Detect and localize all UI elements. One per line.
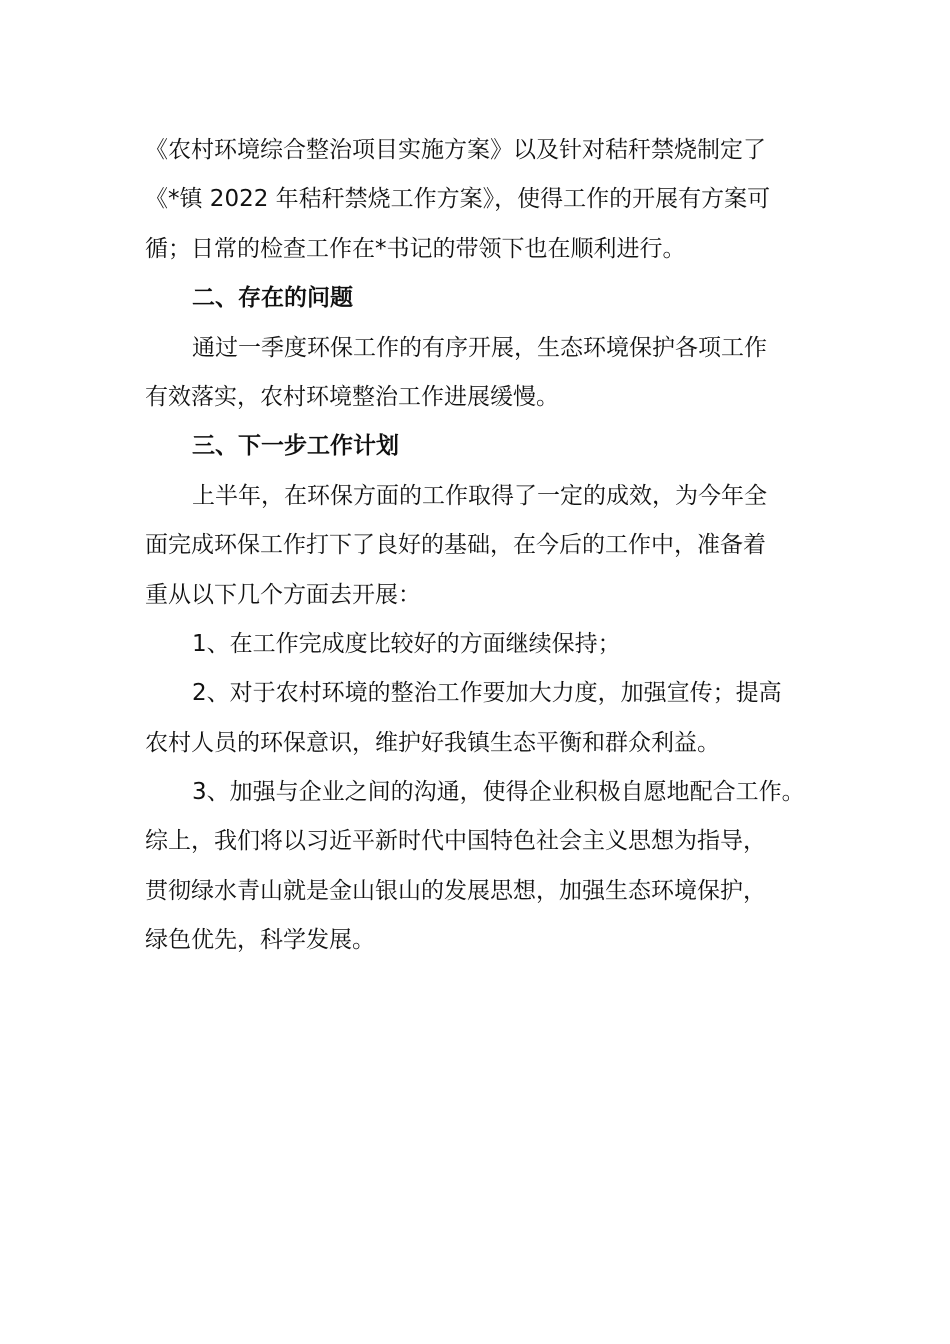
list-item-2: 2、对于农村环境的整治工作要加大力度，加强宣传；提高 (192, 680, 782, 707)
body-text-line: 上半年，在环保方面的工作取得了一定的成效，为今年全 (192, 482, 767, 509)
section-heading-problems: 二、存在的问题 (192, 285, 353, 312)
summary-line: 综上，我们将以习近平新时代中国特色社会主义思想为指导， (145, 828, 766, 855)
summary-line: 贯彻绿水青山就是金山银山的发展思想，加强生态环境保护， (145, 877, 766, 904)
list-item-1: 1、在工作完成度比较好的方面继续保持； (192, 630, 621, 657)
body-text-line: 《农村环境综合整治项目实施方案》以及针对秸秆禁烧制定了 (145, 137, 766, 163)
body-text-line: 循；日常的检查工作在*书记的带领下也在顺利进行。 (145, 235, 686, 262)
body-text-line: 《*镇 2022 年秸秆禁烧工作方案》，使得工作的开展有方案可 (145, 186, 771, 213)
document-body (145, 126, 810, 966)
body-text-line: 农村人员的环保意识，维护好我镇生态平衡和群众利益。 (145, 729, 720, 756)
body-text-line: 有效落实，农村环境整治工作进展缓慢。 (145, 383, 559, 410)
section-heading-next-steps: 三、下一步工作计划 (192, 433, 399, 460)
summary-line: 绿色优先，科学发展。 (145, 927, 375, 954)
body-text-line: 重从以下几个方面去开展： (145, 581, 421, 608)
list-item-3: 3、加强与企业之间的沟通，使得企业积极自愿地配合工作。 (192, 779, 805, 806)
body-text-line: 通过一季度环保工作的有序开展，生态环境保护各项工作 (192, 334, 767, 361)
body-text-line: 面完成环保工作打下了良好的基础，在今后的工作中，准备着 (145, 532, 766, 559)
